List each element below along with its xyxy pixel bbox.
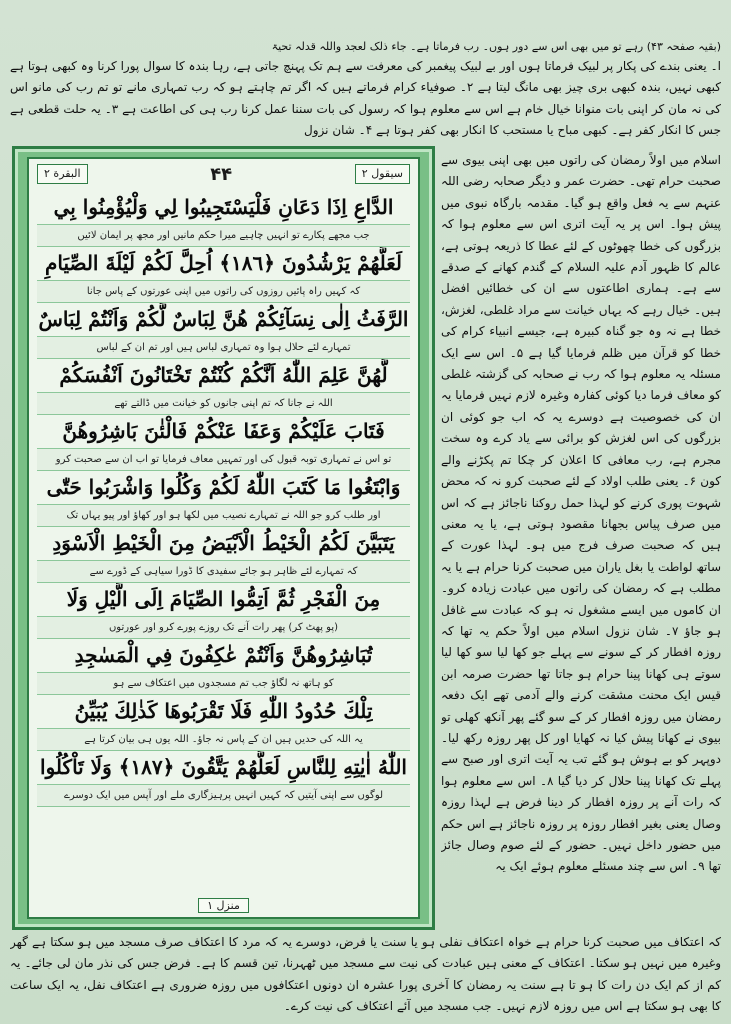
surah-label: البقرة ۲ xyxy=(37,164,88,184)
arabic-line: الرَّفَثُ اِلٰى نِسَآئِكُمْ هُنَّ لِبَاسٌ لَّكُمْ وَاَنْتُمْ لِبَاسٌ xyxy=(37,303,410,337)
page-number: ۴۴ xyxy=(210,163,233,185)
arabic-line: يَتَبَيَّنَ لَكُمُ الْخَيْطُ الْاَبْيَضُ مِنَ الْخَيْطِ الْاَسْوَدِ xyxy=(37,527,410,561)
page-header xyxy=(37,163,410,185)
translation-line: کہ تمہارے لئے ظاہر ہو جائے سفیدی کا ڈورا سیاہی کے ڈورے سے xyxy=(37,561,410,583)
arabic-line: فَتَابَ عَلَيْكُمْ وَعَفَا عَنْكُمْ فَالْئٰنَ بَاشِرُوهُنَّ xyxy=(37,415,410,449)
side-commentary: اسلام میں اولاً رمضان کی راتوں میں بھی اپنی بیوی سے صحبت حرام تھی۔ حضرت عمر و دیگر صحابہ رضی اللہ عنہم سے یہ فعل واقع ہو گیا۔ مقدمہ بارگاہ نبوی میں پیش ہوا۔ اس پر یہ آیت اتری اس سے معلوم ہوا کہ بزرگوں کی خطا چھوٹوں کے لئے عطا کا ذریعہ ہوتی ہے، عالم کا ظہور آدم علیہ السلام کے گندم کھانے کے صدقے سے ہے۔ ہماری اطاعتوں سے ان کی خطائیں افضل ہیں۔ خیال رہے کہ یہاں خیانت سے مراد غلطی، لغزش، خطا ہے نہ وہ جو گناہ کبیرہ ہے، جیسے انبیاء کرام کی خطا کو قرآن میں ظلم فرمایا گیا ہے ۵۔ اس سے ایک مسئلہ یہ معلوم ہوا کہ رب نے صحابہ کی گزشتہ غلطی کو معاف فرما دیا کوئی کفارہ وغیرہ لازم نہیں فرمایا یہ ان کی خصوصیت ہے دوسرے یہ کہ اب جو کوئی ان بزرگوں کی اس لغزش کو برائی سے یاد کرے وہ سخت مجرم ہے، رب معافی کا اعلان کر چکا تم پکڑنے والے کون ۶۔ یعنی طلب اولاد کے لئے صحبت کرو نہ کہ محض شہوت پوری کرنے کو لہذا حمل روکنا ناجائز ہے کہ اس میں صرف پیاس بجھانا مقصود ہوتی ہے، یا یہ معنی ہیں کہ صحبت صرف فرج میں ہو۔ لہذا عورت کے ساتھ لواطت یا بغل یاران میں صحبت کرنا حرام ہے یا یہ مطلب ہے کہ رمضان کی راتوں میں عبادت زیادہ کرو۔ ان کاموں میں ایسے مشغول نہ ہو کہ عبادت سے غافل ہو جاؤ ۷۔ شان نزول اسلام میں اولاً حکم یہ تھا کہ روزہ افطار کر کے سونے سے پہلے جو کھا لیا سو کھا لیا سوتے ہی کھانا پینا حرام ہو جاتا تھا حضرت صرمہ ابن قیس ایک محنت مشقت کرنے والے آدمی تھے ایک دفعہ رمضان میں روزہ افطار کر کے سو گئے پھر آنکھ کھلی تو بیوی نے کھانا پیش کیا نہ کھایا اور کل پھر روزہ رکھ لیا۔ دوپہر کو بے ہوش ہو گئے تب یہ آیت اتری اور صبح سے پہلے تک کھانا پینا حلال کر دیا گیا ۸۔ اس سے معلوم ہوا کہ رات آنے پر روزہ افطار کر دینا فرض ہے لہذا روزہ وصال یعنی بغیر افطار روزہ پر روزہ ناجائز ہے اس حکم میں حضور داخل نہیں۔ حضور کے لئے صوم وصال جائز تھا ۹۔ اس سے چند مسئلے معلوم ہوئے ایک یہ xyxy=(441,153,721,874)
translation-line: کو ہاتھ نہ لگاؤ جب تم مسجدوں میں اعتکاف سے ہو xyxy=(37,673,410,695)
arabic-line: لَّهُنَّ عَلِمَ اللّٰهُ اَنَّكُمْ كُنْتُمْ تَخْتَانُونَ اَنْفُسَكُمْ xyxy=(37,359,410,393)
arabic-line: لَعَلَّهُمْ يَرْشُدُونَ ﴿١٨٦﴾ اُحِلَّ لَكُمْ لَيْلَةَ الصِّيَامِ xyxy=(37,247,410,281)
translation-line: کہ کہیں راہ پائیں روزوں کی راتوں میں اپنی عورتوں کے پاس جانا xyxy=(37,281,410,303)
verse-lines xyxy=(37,191,410,807)
top-commentary-text: ا۔ یعنی بندے کی پکار پر لبیک فرماتا ہوں اور بے لبیک پیغمبر کی معرفت سے ہم تک پہنچ جاتی ہے، رہا بندہ کا سوال پورا کرنا وہ کبھی ہوتا ہے کبھی نہیں، بندہ کبھی بری چیز بھی مانگ لیتا ہے ۲۔ صوفیاء کرام فرماتے ہیں کہ اگر تم چاہتے ہو کہ رب تمہاری مانے تو تم رب کی مانو اس کی نہ مان کر اپنی بات منوانا خیال خام ہے اس سے معلوم ہوا کہ رسول کی بات سننا عمل کرنا رب ہی کی اطاعت ہے ۳۔ یہ حلت قطعی ہے جس کا انکار کفر ہے۔ کبھی مباح یا مستحب کا انکار بھی کفر ہوتا ہے ۴۔ شان نزول xyxy=(10,59,721,138)
translation-line: تو اس نے تمہاری توبہ قبول کی اور تمہیں معاف فرمایا تو اب ان سے صحبت کرو xyxy=(37,449,410,471)
translation-line: لوگوں سے اپنی آیتیں کہ کہیں انہیں پرہیزگاری ملے اور آپس میں ایک دوسرے xyxy=(37,785,410,807)
translation-line: تمہارے لئے حلال ہوا وہ تمہاری لباس ہیں اور تم ان کے لباس xyxy=(37,337,410,359)
quran-text-panel xyxy=(27,157,420,919)
translation-line: اللہ نے جانا کہ تم اپنی جانوں کو خیانت میں ڈالتے تھے xyxy=(37,393,410,415)
translation-line: (پو پھٹ کر) پھر رات آنے تک روزے پورے کرو اور عورتوں xyxy=(37,617,410,639)
para-label: سیقول ۲ xyxy=(355,164,410,184)
manzil-label: منزل ۱ xyxy=(198,898,249,913)
arabic-line: تُبَاشِرُوهُنَّ وَاَنْتُمْ عٰكِفُونَ فِي الْمَسٰجِدِ xyxy=(37,639,410,673)
translation-line: اور طلب کرو جو اللہ نے تمہارے نصیب میں لکھا ہو اور کھاؤ اور پیو یہاں تک xyxy=(37,505,410,527)
arabic-line: تِلْكَ حُدُودُ اللّٰهِ فَلَا تَقْرَبُوهَا كَذٰلِكَ يُبَيِّنُ xyxy=(37,695,410,729)
arabic-line: مِنَ الْفَجْرِ ثُمَّ اَتِمُّوا الصِّيَامَ اِلَى الَّيْلِ وَلَا xyxy=(37,583,410,617)
arabic-line: اللّٰهُ اٰيٰتِهِ لِلنَّاسِ لَعَلَّهُمْ يَتَّقُونَ ﴿١٨٧﴾ وَلَا تَاْكُلُوا xyxy=(37,751,410,785)
translation-line: جب مجھے پکارے تو انہیں چاہیے میرا حکم مانیں اور مجھ پر ایمان لائیں xyxy=(37,225,410,247)
quran-text-frame xyxy=(12,146,435,930)
continuation-heading: (بقیہ صفحہ ۴۳) رہے تو میں بھی اس سے دور ہوں۔ رب فرماتا ہے۔ جاء ذلک لعجد واللہ قدلہ تحیۃ xyxy=(271,40,721,53)
translation-line: یہ اللہ کی حدیں ہیں ان کے پاس نہ جاؤ۔ اللہ یوں ہی بیان کرتا ہے xyxy=(37,729,410,751)
arabic-line: وَابْتَغُوا مَا كَتَبَ اللّٰهُ لَكُمْ وَكُلُوا وَاشْرَبُوا حَتّٰى xyxy=(37,471,410,505)
arabic-line: الدَّاعِ اِذَا دَعَانِ فَلْيَسْتَجِيبُوا لِي وَلْيُؤْمِنُوا بِي xyxy=(37,191,410,225)
manzil-marker xyxy=(29,894,418,913)
bottom-commentary: کہ اعتکاف میں صحبت کرنا حرام ہے خواہ اعتکاف نفلی ہو یا سنت یا فرض، دوسرے یہ کہ مرد کا اعتکاف صرف مسجد میں ہو سکتا ہے گھر وغیرہ میں نہیں ہو سکتا۔ اعتکاف کے معنی ہیں عبادت کی نیت سے مسجد میں ٹھہرنا، تین قسم کا ہے۔ فرض جس کی نذر مان لی جائے۔ یہ کم از کم ایک دن رات کا ہو تا ہے سنت یہ رمضان کا آخری پورا عشرہ ان دونوں اعتکافوں میں روزہ ضروری ہے اعتکاف نفل، یہ ایک ساعت کا بھی ہو سکتا ہے اس میں روزہ لازم نہیں۔ جب مسجد میں آئے اعتکاف کی نیت کرے۔ xyxy=(10,935,721,1014)
top-commentary xyxy=(10,38,721,146)
